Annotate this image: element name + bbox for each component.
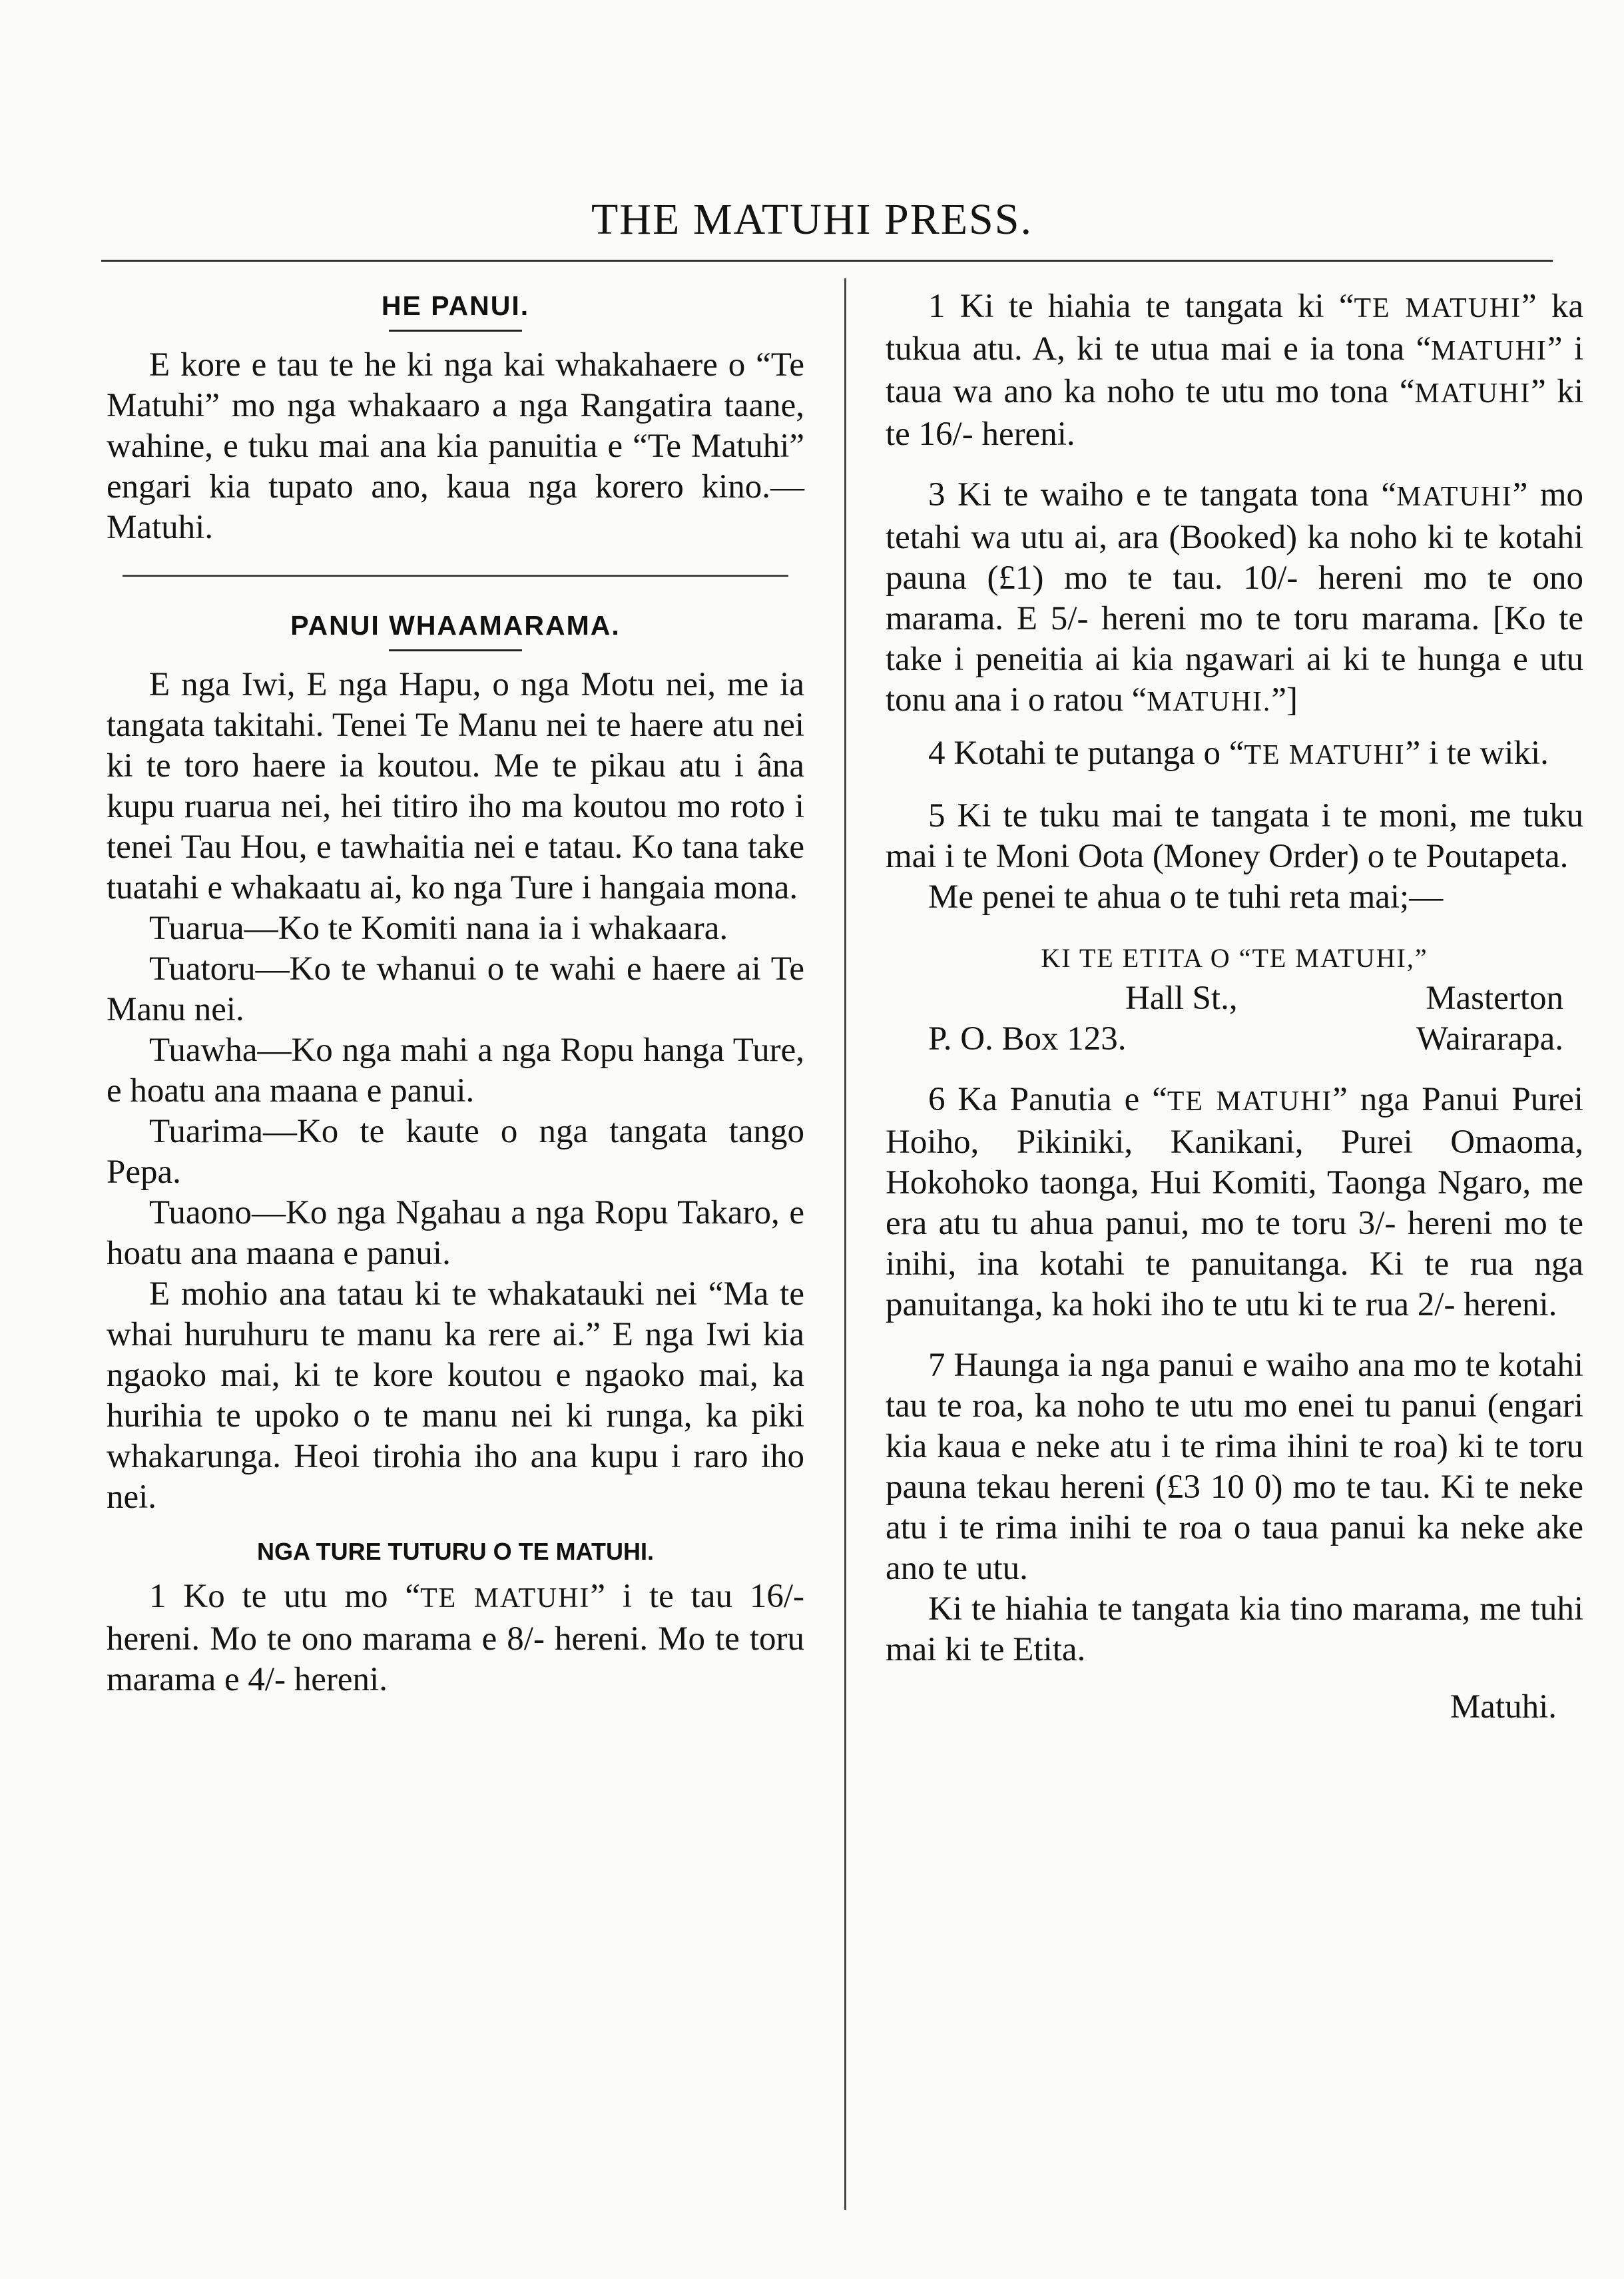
- masthead-title: THE MATUHI PRESS.: [591, 195, 1033, 244]
- whaamarama-paragraph: Tuatoru—Ko te whanui o te wahi e haere ai Te Manu nei.: [107, 950, 804, 1028]
- editor-address: [886, 938, 1583, 1060]
- whaamarama-paragraph: E mohio ana tatau ki te whakatauki nei “Ma te whai huruhuru te manu ka rere ai.” E nga Iwi kia ngaoko mai, ki te kore koutou e ngaoko mai, ka hurihia te upoko o te manu nei ki runga, ka piki whakarunga. Heoi tirohia iho ana kupu i raro iho nei.: [107, 1275, 804, 1516]
- address-region: Wairarapa.: [1416, 1020, 1563, 1058]
- spacer: [886, 1325, 1583, 1345]
- ture-item-6: [886, 1080, 1583, 1325]
- spacer: [886, 918, 1583, 938]
- spacer: [886, 776, 1583, 796]
- he-panui-text: E kore e tau te he ki nga kai whakahaere o “Te Matuhi” mo nga whakaaro a nga Rangatira taane, wahine, e tuku mai ana kia panuitia e “Te Matuhi” engari kia tupato ano, kaua nga korero kino.—Matuhi.: [107, 346, 804, 546]
- ture-item-4: [886, 733, 1583, 776]
- spacer: [107, 1566, 804, 1576]
- address-town: Masterton: [1426, 980, 1563, 1017]
- small-caps-run: MATUHI: [1396, 482, 1513, 512]
- spacer: [886, 455, 1583, 475]
- ture-item-7: 7 Haunga ia nga panui e waiho ana mo te kotahi tau te roa, ka noho te utu mo enei tu panui (engari kia kaua e neke atu i te rima ihini te roa) ki te toru pauna tekau hereni (£3 10 0) mo te tau. Ki te neke atu i te rima inihi te roa o taua panui ka neke ake ano te utu.: [886, 1347, 1583, 1587]
- ture-item-5-continued: Me penei te ahua o te tuhi reta mai;—: [928, 878, 1444, 916]
- text-run: ” i te wiki.: [1405, 735, 1549, 772]
- whaamarama-paragraph: E nga Iwi, E nga Hapu, o nga Motu nei, me ia tangata takitahi. Tenei Te Manu nei te haere atu nei ki te toro haere ia koutou. Me te pikau atu i âna kupu ruarua nei, hei titiro iho ma koutou mo roto i tenei Tau Hou, e tawhaitia nei e tatau. Ko tana take tuatahi e whakaatu ai, ko nga Ture i hangaia mona.: [107, 666, 804, 906]
- panui-whaamarama-heading: PANUI WHAAMARAMA.: [290, 610, 621, 641]
- small-caps-run: TE MATUHI: [1244, 740, 1406, 771]
- section-separator: [123, 575, 788, 577]
- text-run: 1 Ki te hiahia te tangata ki “: [928, 288, 1354, 325]
- text-run: ”]: [1271, 681, 1298, 719]
- ture-item-7-continued: Ki te hiahia te tangata kia tino marama, me tuhi mai ki te Etita.: [886, 1590, 1583, 1668]
- heading-rule: [389, 330, 522, 332]
- text-run: 1 Ko te utu mo “: [149, 1578, 421, 1615]
- ture-item-1-subscription: [886, 286, 1583, 455]
- he-panui-heading: HE PANUI.: [381, 290, 530, 321]
- small-caps-run: MATUHI.: [1147, 687, 1272, 717]
- text-run: 6 Ka Panutia e “: [928, 1081, 1167, 1118]
- small-caps-run: TE MATUHI: [1167, 1086, 1333, 1117]
- address-box: P. O. Box 123.: [928, 1020, 1127, 1058]
- text-run: 3 Ki te waiho e te tangata tona “: [928, 476, 1397, 513]
- address-row: [886, 1019, 1583, 1060]
- spacer: [107, 1518, 804, 1538]
- whaamarama-paragraph: Tuarima—Ko te kaute o nga tangata tango Pepa.: [107, 1113, 804, 1191]
- spacer: [886, 1060, 1583, 1080]
- ture-item-1: [107, 1576, 804, 1700]
- ture-item-3: [886, 475, 1583, 723]
- text-run: ” i te tau 16/- hereni. Mo te ono marama e 8/- hereni. Mo te toru marama e 4/- hereni.: [107, 1578, 804, 1698]
- masthead-rule: [101, 260, 1553, 262]
- whaamarama-paragraph: Tuarua—Ko te Komiti nana ia i whakaara.: [149, 910, 728, 947]
- text-run: ” ki te 16/- hereni.: [886, 373, 1583, 453]
- small-caps-run: MATUHI: [1414, 378, 1531, 409]
- text-run: 4 Kotahi te putanga o “: [928, 735, 1244, 772]
- signature: Matuhi.: [1450, 1688, 1557, 1726]
- ture-item-5: 5 Ki te tuku mai te tangata i te moni, me tuku mai i te Moni Oota (Money Order) o te Poutapeta.: [886, 797, 1583, 875]
- text-run: ” ka tukua atu. A, ki te utua mai e ia tona “: [886, 288, 1583, 368]
- address-row: [886, 978, 1583, 1019]
- whaamarama-paragraph: Tuawha—Ko nga mahi a nga Ropu hanga Ture, e hoatu ana maana e panui.: [107, 1032, 804, 1110]
- small-caps-run: TE MATUHI: [420, 1583, 591, 1614]
- address-street: Hall St.,: [1125, 980, 1238, 1017]
- spacer: [886, 723, 1583, 733]
- heading-rule: [389, 649, 522, 651]
- small-caps-run: TE MATUHI: [1354, 293, 1522, 324]
- address-line: KI TE ETITA O “TE MATUHI,”: [1041, 943, 1428, 973]
- text-run: ” i taua wa ano ka noho te utu mo tona “: [886, 330, 1583, 410]
- right-column: [886, 286, 1583, 1726]
- text-run: ” mo tetahi wa utu ai, ara (Booked) ka noho ki te kotahi pauna (£1) mo te tau. 10/- hereni mo te ono marama. E 5/- hereni mo te toru marama. [Ko te take i peneitia ai kia ngawari ai ki te hunga e utu tonu ana i o ratou “: [886, 476, 1583, 719]
- whaamarama-paragraph: Tuaono—Ko nga Ngahau a nga Ropu Takaro, e hoatu ana maana e panui.: [107, 1194, 804, 1272]
- nga-ture-heading: NGA TURE TUTURU O TE MATUHI.: [257, 1538, 654, 1565]
- column-divider: [844, 278, 846, 2210]
- left-column: [107, 286, 804, 1700]
- text-run: ” nga Panui Purei Hoiho, Pikiniki, Kanikani, Purei Omaoma, Hokohoko taonga, Hui Komiti, Taonga Ngaro, me era atu tu ahua panui, mo te toru 3/- hereni mo te inihi, ina kotahi te panuitanga. Ki te rua nga panuitanga, ka hoki iho te utu ki te rua 2/- hereni.: [886, 1081, 1583, 1323]
- small-caps-run: MATUHI: [1431, 336, 1547, 366]
